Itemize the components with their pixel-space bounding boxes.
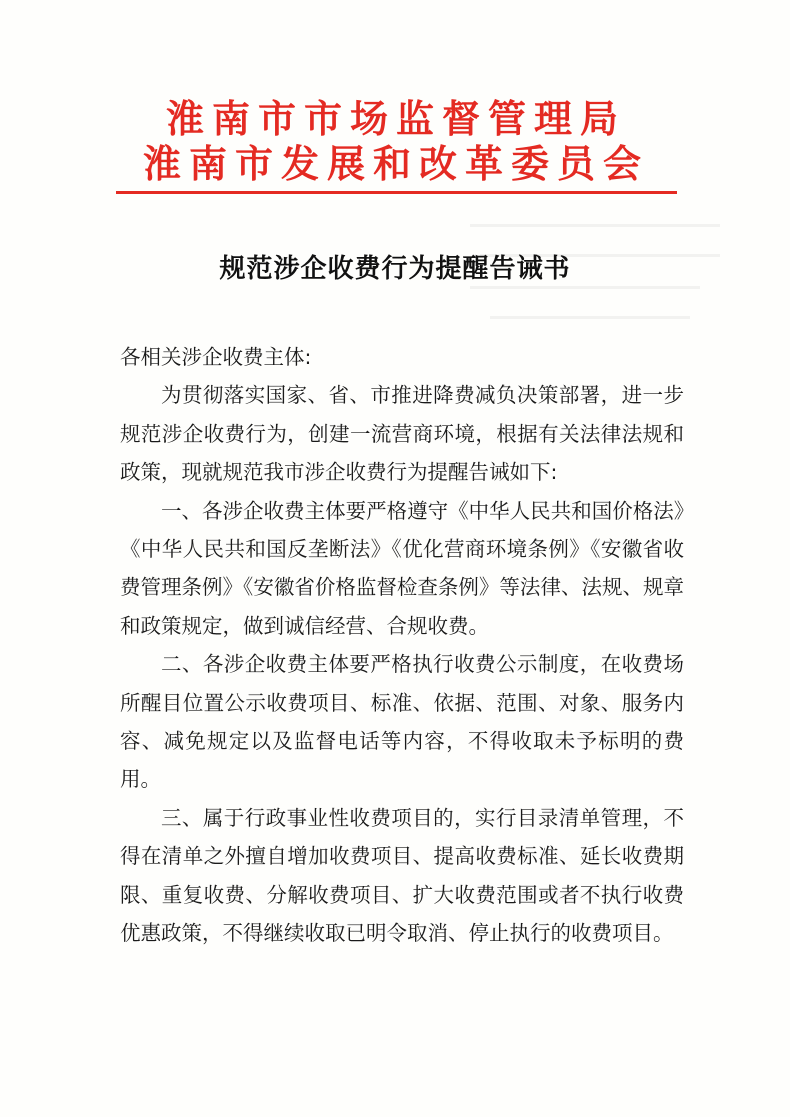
- paragraph-item-3: 三、属于行政事业性收费项目的，实行目录清单管理，不得在清单之外擅自增加收费项目、提高收费标准、延长收费期限、重复收费、分解收费项目、扩大收费范围或者不执行收费优惠政策，不得继续收取已明令取消、停止执行的收费项目。: [120, 805, 684, 946]
- paragraph-item-2: 二、各涉企收费主体要严格执行收费公示制度，在收费场所醒目位置公示收费项目、标准、依据、范围、对象、服务内容、减免规定以及监督电话等内容，不得收取未予标明的费用。: [120, 652, 684, 792]
- issuer-name-market-regulation: 淮南市市场监督管理局: [165, 96, 626, 141]
- red-header-rule: [116, 191, 677, 194]
- document-body: [120, 338, 684, 953]
- paragraph-item-1: 一、各涉企收费主体要严格遵守《中华人民共和国价格法》《中华人民共和国反垄断法》《优化营商环境条例》《安徽省收费管理条例》《安徽省价格监督检查条例》等法律、法规、规章和政策规定，做到诚信经营、合规收费。: [120, 498, 684, 638]
- document-title: 规范涉企收费行为提醒告诫书: [219, 254, 571, 284]
- paragraph-intro: 为贯彻落实国家、省、市推进降费减负决策部署，进一步规范涉企收费行为，创建一流营商环境，根据有关法律法规和政策，现就规范我市涉企收费行为提醒告诫如下:: [120, 383, 684, 485]
- issuer-name-development-reform: 淮南市发展和改革委员会: [142, 141, 649, 186]
- salutation: 各相关涉企收费主体:: [120, 345, 312, 369]
